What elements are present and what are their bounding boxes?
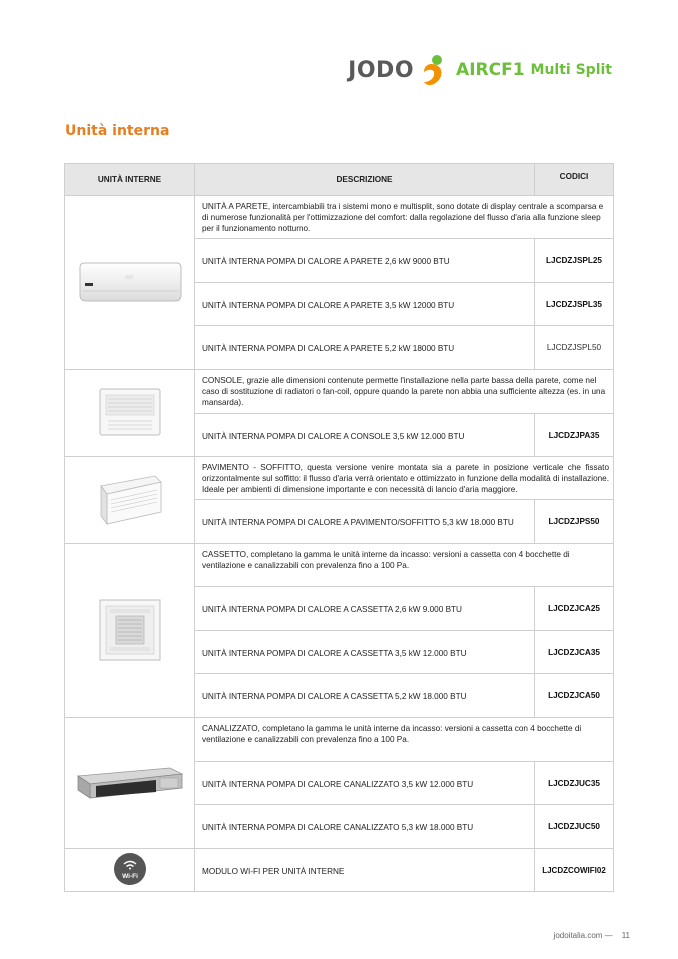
row-description: UNITÀ INTERNA POMPA DI CALORE A PARETE 3,5 kW 12000 BTU [195, 283, 535, 326]
brand-header [348, 50, 612, 90]
row-code: LJCDZJUC50 [535, 805, 614, 849]
row-description: UNITÀ INTERNA POMPA DI CALORE A PARETE 2,6 kW 9000 BTU [195, 239, 535, 283]
ducted-unit-image [65, 718, 195, 849]
row-description: UNITÀ INTERNA POMPA DI CALORE A CASSETTA 2,6 kW 9.000 BTU [195, 587, 535, 631]
group-intro-cassette: CASSETTO, completano la gamma le unità interne da incasso: versioni a cassetta con 4 bocchette di ventilazione e canalizzabili con prevalenza fino a 100 Pa. [195, 544, 614, 587]
page-footer [554, 931, 630, 940]
row-description: UNITÀ INTERNA POMPA DI CALORE A CASSETTA 3,5 kW 12.000 BTU [195, 631, 535, 674]
col-header-description: DESCRIZIONE [195, 164, 535, 196]
indoor-units-table [64, 163, 614, 892]
footer-site-link[interactable]: jodoitalia.com — [553, 931, 613, 940]
page-number: 11 [621, 931, 630, 940]
row-description: UNITÀ INTERNA POMPA DI CALORE CANALIZZATO 3,5 kW 12.000 BTU [195, 762, 535, 805]
cassette-unit-image [65, 544, 195, 718]
row-code: LJCDZJSPL35 [535, 283, 614, 326]
table-row [65, 544, 614, 587]
product-subtitle: Multi Split [530, 62, 612, 78]
row-code: LJCDZJUC35 [535, 762, 614, 805]
group-intro-floor-ceiling: PAVIMENTO - SOFFITTO, questa versione venire montata sia a parete in posizione verticale che fissato orizzontalmente sul soffitto: il flusso d'aria verrà orientato e ottimizzato in funzione della modalità di installazione. Ideale per ambienti di dimensione importante e con necessità di lancio d'aria maggiore. [195, 457, 614, 500]
console-unit-icon [98, 387, 162, 437]
product-name: AIRCF1 [456, 60, 525, 80]
row-description: UNITÀ INTERNA POMPA DI CALORE A PARETE 5,2 kW 18000 BTU [195, 326, 535, 370]
col-header-codes: CODICI [535, 164, 614, 196]
wall-unit-icon [77, 261, 183, 303]
row-description: UNITÀ INTERNA POMPA DI CALORE A CASSETTA 5,2 kW 18.000 BTU [195, 674, 535, 718]
row-code: LJCDZJPA35 [535, 414, 614, 457]
ducted-unit-icon [74, 762, 186, 802]
col-header-units: UNITÀ INTERNE [65, 164, 195, 196]
table-row [65, 370, 614, 414]
row-code: LJCDZJCA50 [535, 674, 614, 718]
table-row [65, 457, 614, 500]
row-description: UNITÀ INTERNA POMPA DI CALORE A PAVIMENTO/SOFFITTO 5,3 kW 18.000 BTU [195, 500, 535, 544]
row-code: LJCDZJPS50 [535, 500, 614, 544]
row-description: UNITÀ INTERNA POMPA DI CALORE A CONSOLE 3,5 kW 12.000 BTU [195, 414, 535, 457]
wifi-badge-label: Wi-Fi [121, 873, 138, 880]
group-intro-wall: UNITÀ A PARETE, intercambiabili tra i sistemi mono e multisplit, sono dotate di display centrale a scomparsa e di numerose funzionalità per l'ottimizzazione del comfort: dalla regolazione del flusso d'aria alla funzione sleep per il funzionamento notturno. [195, 196, 614, 239]
table-header-row [65, 164, 614, 196]
wifi-icon [113, 852, 147, 886]
wifi-module-image [65, 849, 195, 892]
row-code: LJCDZCOWIFI02 [535, 849, 614, 892]
row-code: LJCDZJSPL25 [535, 239, 614, 283]
brand-logo-icon [420, 54, 446, 86]
floor-ceiling-unit-icon [95, 472, 165, 526]
row-code: LJCDZJCA35 [535, 631, 614, 674]
group-intro-ducted: CANALIZZATO, completano la gamma le unità interne da incasso: versioni a cassetta con 4 bocchette di ventilazione e canalizzabili con prevalenza fino a 100 Pa. [195, 718, 614, 762]
table-row [65, 196, 614, 239]
row-code: LJCDZJSPL50 [535, 326, 614, 370]
cassette-unit-icon [98, 598, 162, 662]
console-unit-image [65, 370, 195, 457]
floor-ceiling-unit-image [65, 457, 195, 544]
group-intro-console: CONSOLE, grazie alle dimensioni contenute permette l'installazione nella parte bassa della parete, come nel caso di sostituzione di radiatori o fan-coil, oppure quando la parete non abbia una sufficiente altezza (es. in una mansarda). [195, 370, 614, 414]
table-row [65, 849, 614, 892]
row-description: UNITÀ INTERNA POMPA DI CALORE CANALIZZATO 5,3 kW 18.000 BTU [195, 805, 535, 849]
table-row [65, 718, 614, 762]
row-description: MODULO WI-FI PER UNITÀ INTERNE [195, 849, 535, 892]
wall-unit-image [65, 196, 195, 370]
section-title: Unità interna [65, 123, 170, 139]
row-code: LJCDZJCA25 [535, 587, 614, 631]
brand-logo-text: JODO [348, 57, 415, 83]
